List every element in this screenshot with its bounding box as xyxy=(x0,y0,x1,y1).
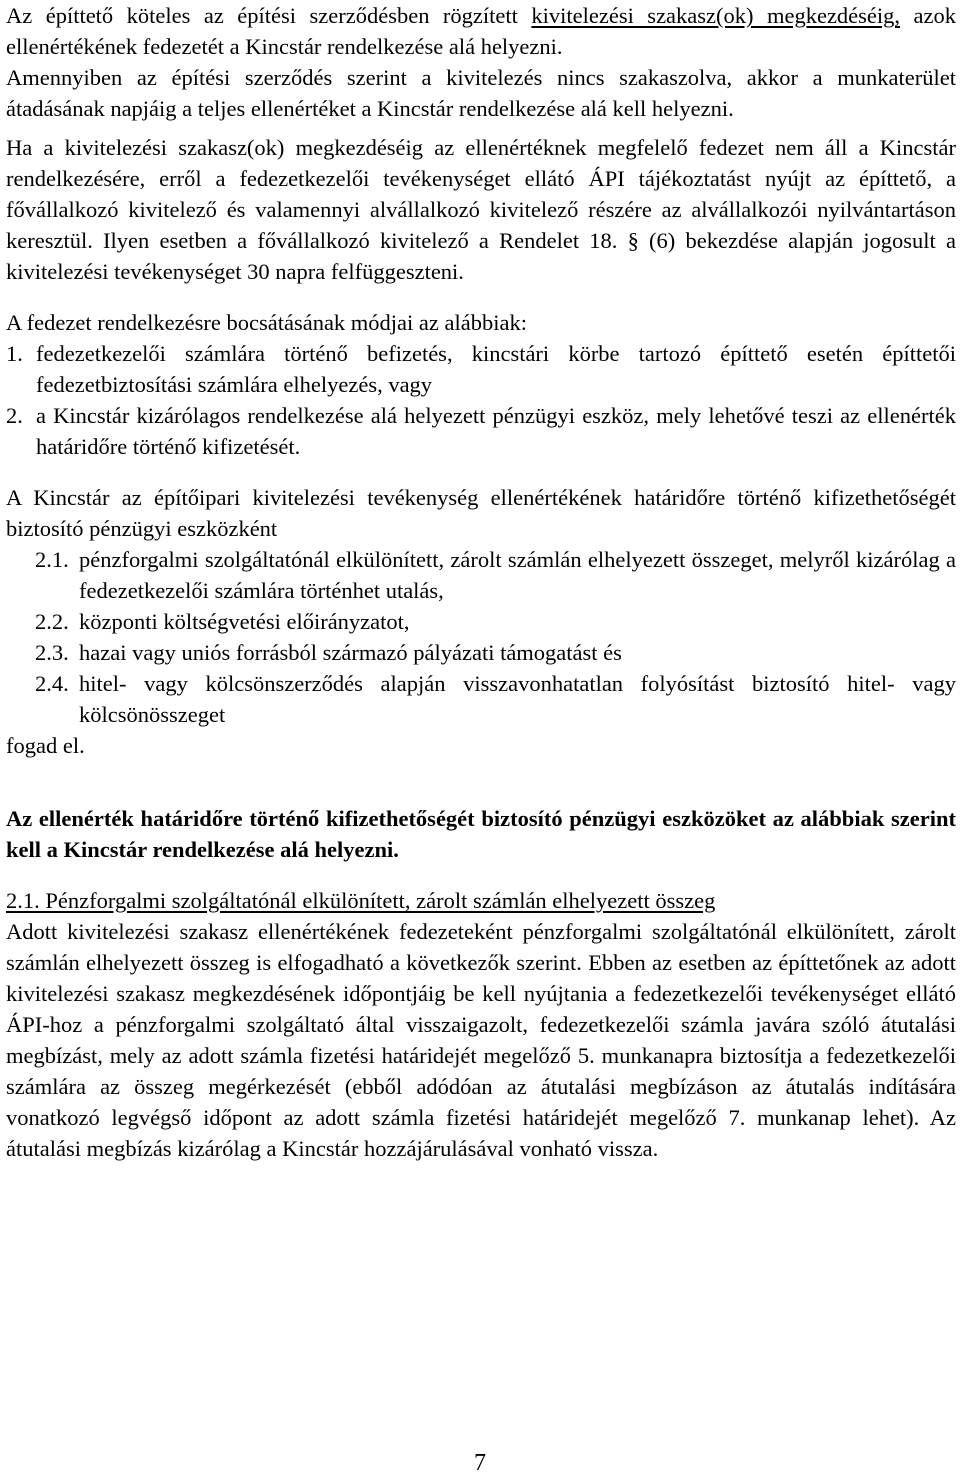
list-item xyxy=(6,544,956,606)
paragraph-text: Az építtető köteles az építési szerződésben rögzített xyxy=(6,3,532,28)
instruments-list xyxy=(6,544,956,730)
modes-intro: A fedezet rendelkezésre bocsátásának módjai az alábbiak: xyxy=(6,310,527,335)
list-item xyxy=(6,668,956,730)
document-page xyxy=(6,0,956,1164)
section-body: Adott kivitelezési szakasz ellenértékének fedezeteként pénzforgalmi szolgáltatónál elkülönített, zárolt számlán elhelyezett összeg is elfogadható a következők szerint. Ebben az esetben az építtetőnek az adott kivitelezési szakasz megkezdésének időpontjáig be kell nyújtania a fedezetkezelői tevékenységet ellátó ÁPI-hoz a pénzforgalmi szolgáltató által visszaigazolt, fedezetkezelői számla javára szóló átutalási megbízást, mely az adott számla fizetési határidejét megelőző 5. munkanapra biztosítja a fedezetkezelői számlára az összeg megérkezését (ebből adódóan az átutalási megbízáson az átutalás indítására vonatkozó legvégső időpont az adott számla fizetési határidejét megelőző 7. munkanap lehet). Az átutalási megbízás kizárólag a Kincstár hozzájárulásával vonható vissza. xyxy=(6,919,956,1161)
list-number: 2.4. xyxy=(35,671,69,696)
list-number: 2.2. xyxy=(35,609,69,634)
list-item xyxy=(6,606,956,637)
paragraph-no-phases: Amennyiben az építési szerződés szerint a kivitelezés nincs szakaszolva, akkor a munkaterület átadásának napjáig a teljes ellenértéket a Kincstár rendelkezése alá kell helyezni. xyxy=(6,65,956,121)
page-number: 7 xyxy=(474,1450,486,1476)
paragraph-text: azok ellenértékének fedezetét a Kincstár rendelkezése alá helyezni. xyxy=(6,3,956,59)
list-number: 1. xyxy=(6,341,23,366)
list-text: hazai vagy uniós forrásból származó pályázati támogatást és xyxy=(79,640,622,665)
modes-list xyxy=(6,338,956,462)
bold-heading: Az ellenérték határidőre történő kifizethetőségét biztosító pénzügyi eszközöket az alábbiak szerint kell a Kincstár rendelkezése alá helyezni. xyxy=(6,806,956,862)
list-text: fedezetkezelői számlára történő befizetés, kincstári körbe tartozó építtető esetén építtetői fedezetbiztosítási számlára elhelyezés, vagy xyxy=(36,341,956,397)
list-text: központi költségvetési előirányzatot, xyxy=(79,609,410,634)
list-text: hitel- vagy kölcsönszerződés alapján visszavonhatatlan folyósítást biztosító hitel- vagy kölcsönösszeget xyxy=(79,671,956,727)
list-item xyxy=(6,400,956,462)
list-text: a Kincstár kizárólagos rendelkezése alá helyezett pénzügyi eszköz, mely lehetővé teszi az ellenérték határidőre történő kifizetését. xyxy=(36,403,956,459)
list-item xyxy=(6,637,956,668)
instruments-outro: fogad el. xyxy=(6,733,85,758)
underlined-phrase: kivitelezési szakasz(ok) megkezdéséig, xyxy=(531,3,901,28)
list-number: 2. xyxy=(6,403,23,428)
list-number: 2.3. xyxy=(35,640,69,665)
list-item xyxy=(6,338,956,400)
list-text: pénzforgalmi szolgáltatónál elkülönített, zárolt számlán elhelyezett összeget, melyről kizárólag a fedezetkezelői számlára történhet utalás, xyxy=(79,547,956,603)
instruments-intro: A Kincstár az építőipari kivitelezési tevékenység ellenértékének határidőre történő kifizethetőségét biztosító pénzügyi eszközként xyxy=(6,485,956,541)
list-number: 2.1. xyxy=(35,547,69,572)
paragraph-obligation xyxy=(6,0,956,62)
section-title: 2.1. Pénzforgalmi szolgáltatónál elkülönített, zárolt számlán elhelyezett összeg xyxy=(6,888,716,913)
paragraph-insufficient-cover: Ha a kivitelezési szakasz(ok) megkezdéséig az ellenértéknek megfelelő fedezet nem áll a Kincstár rendelkezésére, erről a fedezetkezelői tevékenységet ellátó ÁPI tájékoztatást nyújt az építtető, a fővállalkozó kivitelező és valamennyi alvállalkozó kivitelező részére az alvállalkozói nyilvántartáson keresztül. Ilyen esetben a fővállalkozó kivitelező a Rendelet 18. § (6) bekezdése alapján jogosult a kivitelezési tevékenységet 30 napra felfüggeszteni. xyxy=(6,135,956,284)
